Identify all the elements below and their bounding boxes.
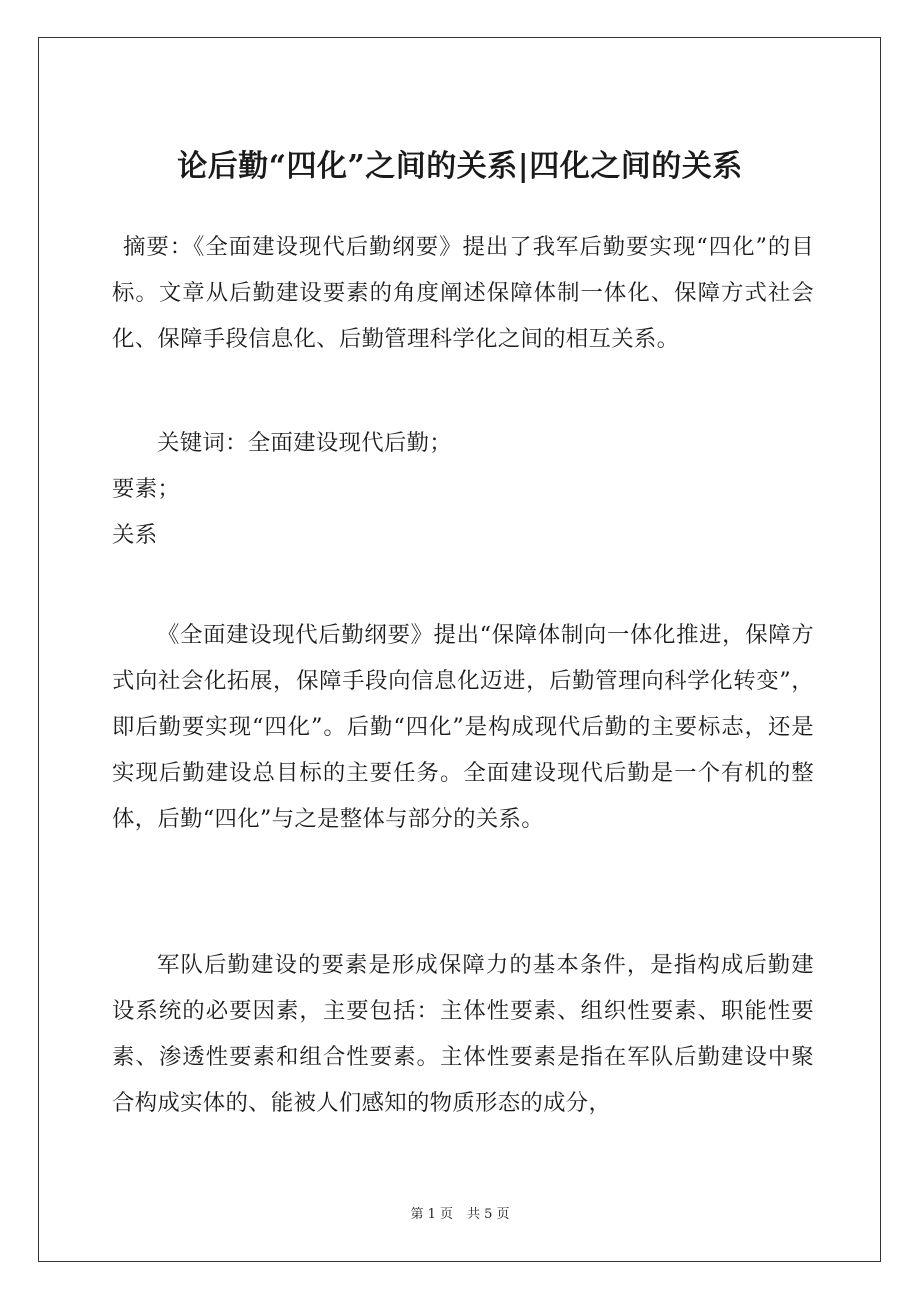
body-paragraph-2: 军队后勤建设的要素是形成保障力的基本条件，是指构成后勤建设系统的必要因素，主要包括：主体性要素、组织性要素、职能性要素、渗透性要素和组合性要素。主体性要素是指在军队后勤建设中聚合构成实体的、能被人们感知的物质形态的成分， <box>112 952 814 1116</box>
keywords-line-1: 关键词：全面建设现代后勤； <box>157 430 452 456</box>
body-paragraph-1: 《全面建设现代后勤纲要》提出“保障体制向一体化推进，保障方式向社会化拓展，保障手段向信息化迈进，后勤管理向科学化转变”，即后勤要实现“四化”。后勤“四化”是构成现代后勤的主要标志，还是实现后勤建设总目标的主要任务。全面建设现代后勤是一个有机的整体，后勤“四化”与之是整体与部分的关系。 <box>112 622 814 832</box>
keywords-line-3: 关系 <box>112 522 158 548</box>
page-footer <box>0 1205 920 1225</box>
keywords-block <box>112 420 814 558</box>
abstract-paragraph: 摘要：《全面建设现代后勤纲要》提出了我军后勤要实现“四化”的目标。文章从后勤建设要素的角度阐述保障体制一体化、保障方式社会化、保障手段信息化、后勤管理科学化之间的相互关系。 <box>112 234 814 352</box>
document-title: 论后勤“四化”之间的关系|四化之间的关系 <box>177 149 743 184</box>
page-total: 共 5 页 <box>467 1207 510 1222</box>
page-number: 第 1 页 <box>410 1207 453 1222</box>
keywords-line-2: 要素； <box>112 476 181 502</box>
